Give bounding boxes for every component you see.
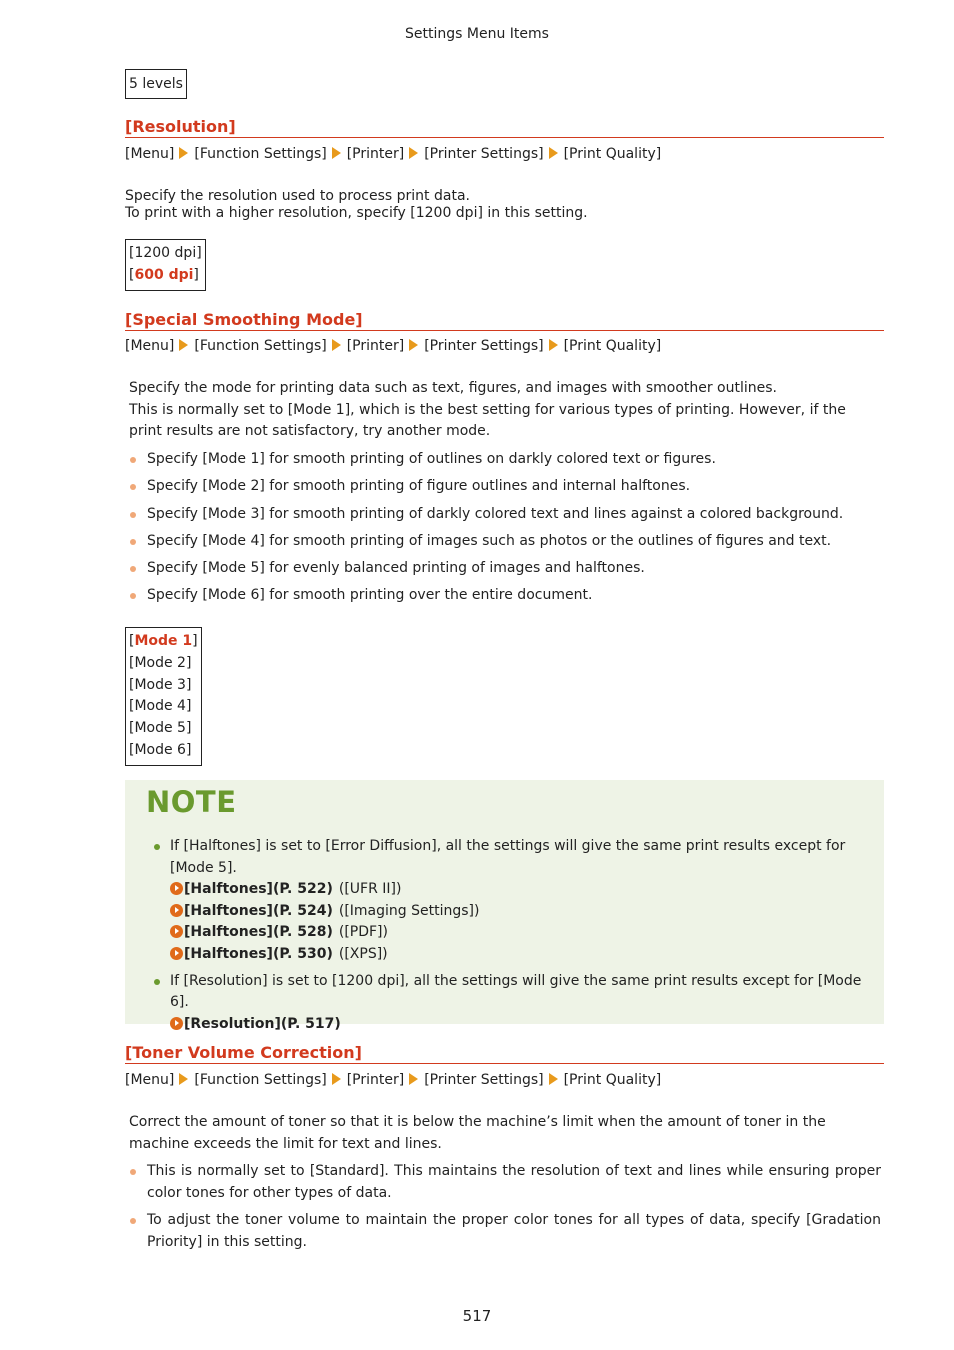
toner-description: Correct the amount of toner so that it is below the machine’s limit when the amount of toner in the machine exceeds the limit for text and lines.	[129, 1114, 826, 1152]
note-link-row	[170, 879, 872, 901]
smoothing-bullets	[129, 449, 881, 607]
note-link-row	[170, 944, 872, 966]
resolution-description	[125, 188, 588, 222]
bracket: [	[129, 633, 135, 649]
description-line: This is normally set to [Mode 1], which is the best setting for various types of printing. However, if the print results are not satisfactory, try another mode.	[129, 401, 846, 440]
note-item	[152, 971, 872, 1036]
list-item-text: Specify [Mode 2] for smooth printing of figure outlines and internal halftones.	[147, 478, 691, 495]
note-box	[125, 780, 884, 1032]
bullet-icon	[130, 566, 136, 572]
breadcrumb-item: [Function Settings]	[194, 1072, 327, 1088]
breadcrumb-item: [Printer]	[346, 146, 405, 162]
link-halftones-524[interactable]: [Halftones](P. 524)	[184, 902, 333, 919]
list-item	[129, 558, 881, 580]
breadcrumb-item: [Menu]	[125, 1072, 175, 1088]
option-mode: [Mode 4]	[129, 698, 192, 715]
resolution-options-box	[125, 239, 206, 291]
arrow-right-icon	[179, 147, 188, 159]
section-title-toner: [Toner Volume Correction]	[125, 1043, 884, 1064]
breadcrumb-item: [Print Quality]	[563, 146, 662, 162]
section-title-resolution: [Resolution]	[125, 117, 884, 138]
list-item-text: Specify [Mode 3] for smooth printing of darkly colored text and lines against a colored background.	[147, 505, 844, 522]
arrow-right-icon	[549, 1073, 558, 1085]
option-mode-1	[129, 631, 198, 653]
list-item	[129, 1161, 881, 1205]
breadcrumb-item: [Function Settings]	[194, 338, 327, 354]
link-context: ([PDF])	[338, 924, 388, 941]
link-arrow-icon	[170, 882, 183, 895]
note-text: If [Resolution] is set to [1200 dpi], all the settings will give the same print results except for [Mode 6].	[170, 972, 862, 1011]
page-header: Settings Menu Items	[405, 26, 549, 42]
link-arrow-icon	[170, 947, 183, 960]
link-arrow-icon	[170, 904, 183, 917]
breadcrumb-item: [Printer]	[346, 338, 405, 354]
list-item	[129, 504, 881, 526]
list-item	[129, 1210, 881, 1254]
breadcrumb-item: [Print Quality]	[563, 1072, 662, 1088]
link-resolution-517[interactable]: [Resolution](P. 517)	[184, 1015, 341, 1032]
breadcrumb-item: [Menu]	[125, 338, 175, 354]
breadcrumb-item: [Printer Settings]	[424, 1072, 544, 1088]
breadcrumb-item: [Printer Settings]	[424, 338, 544, 354]
list-item-text: To adjust the toner volume to maintain the proper color tones for all types of data, specify [Gradation Priority] in this setting.	[147, 1212, 881, 1250]
breadcrumb	[125, 338, 661, 354]
option-mode: [Mode 2]	[129, 654, 192, 671]
bracket: ]	[193, 266, 199, 283]
note-text: If [Halftones] is set to [Error Diffusion], all the settings will give the same print results except for [Mode 5].	[170, 838, 846, 876]
list-item-text: Specify [Mode 6] for smooth printing over the entire document.	[147, 587, 593, 604]
breadcrumb-item: [Print Quality]	[563, 338, 662, 354]
bullet-icon	[130, 484, 136, 490]
link-halftones-528[interactable]: [Halftones](P. 528)	[184, 924, 333, 941]
link-context: ([XPS])	[338, 945, 388, 962]
list-item	[129, 476, 881, 498]
note-list	[152, 836, 872, 1040]
link-context: ([Imaging Settings])	[338, 902, 480, 919]
breadcrumb	[125, 146, 661, 162]
bullet-icon	[130, 539, 136, 545]
link-halftones-530[interactable]: [Halftones](P. 530)	[184, 945, 333, 962]
option-mode: [Mode 6]	[129, 741, 192, 758]
list-item-text: Specify [Mode 4] for smooth printing of images such as photos or the outlines of figures and text.	[147, 532, 832, 549]
arrow-right-icon	[409, 1073, 418, 1085]
bullet-icon	[130, 593, 136, 599]
note-item	[152, 836, 872, 966]
list-item	[129, 531, 881, 553]
link-arrow-icon	[170, 1017, 183, 1030]
breadcrumb	[125, 1072, 661, 1088]
bracket: ]	[192, 633, 198, 649]
arrow-right-icon	[549, 339, 558, 351]
note-heading: NOTE	[146, 785, 237, 819]
note-link-row	[170, 1014, 872, 1036]
link-halftones-522[interactable]: [Halftones](P. 522)	[184, 881, 333, 898]
arrow-right-icon	[409, 147, 418, 159]
bracket: [	[129, 266, 135, 283]
bullet-icon	[154, 844, 160, 850]
default-value: 600 dpi	[134, 266, 194, 283]
bullet-icon	[130, 1218, 136, 1224]
list-item-text: Specify [Mode 5] for evenly balanced printing of images and halftones.	[147, 560, 645, 577]
breadcrumb-item: [Function Settings]	[194, 146, 327, 162]
list-item	[129, 585, 881, 607]
arrow-right-icon	[409, 339, 418, 351]
description-line: Specify the resolution used to process print data.	[125, 188, 470, 204]
arrow-right-icon	[332, 1073, 341, 1085]
arrow-right-icon	[179, 1073, 188, 1085]
list-item-text: Specify [Mode 1] for smooth printing of outlines on darkly colored text or figures.	[147, 451, 716, 467]
levels-box: 5 levels	[125, 69, 187, 99]
breadcrumb-item: [Menu]	[125, 146, 175, 162]
option-1200dpi: [1200 dpi]	[129, 245, 202, 261]
note-link-row	[170, 922, 872, 944]
bullet-icon	[130, 1169, 136, 1175]
arrow-right-icon	[549, 147, 558, 159]
bullet-icon	[130, 512, 136, 518]
list-item	[129, 449, 881, 471]
description-line: Specify the mode for printing data such as text, figures, and images with smoother outlines.	[129, 380, 777, 396]
description-line: To print with a higher resolution, specify [1200 dpi] in this setting.	[125, 205, 588, 221]
smoothing-options-box	[125, 627, 202, 766]
section-title-smoothing: [Special Smoothing Mode]	[125, 310, 884, 331]
default-value: Mode 1	[134, 633, 193, 649]
bullet-icon	[130, 457, 136, 463]
bullet-icon	[154, 979, 160, 985]
arrow-right-icon	[332, 147, 341, 159]
note-link-row	[170, 901, 872, 923]
arrow-right-icon	[179, 339, 188, 351]
option-mode: [Mode 5]	[129, 720, 192, 737]
option-600dpi	[129, 265, 202, 287]
breadcrumb-item: [Printer Settings]	[424, 146, 544, 162]
breadcrumb-item: [Printer]	[346, 1072, 405, 1088]
link-arrow-icon	[170, 925, 183, 938]
list-item-text: This is normally set to [Standard]. This maintains the resolution of text and lines while ensuring proper color tones for other types of data.	[147, 1163, 881, 1201]
page-number: 517	[462, 1307, 492, 1325]
link-context: ([UFR II])	[338, 881, 402, 898]
smoothing-description	[129, 378, 869, 443]
arrow-right-icon	[332, 339, 341, 351]
toner-bullets	[129, 1161, 881, 1254]
option-mode: [Mode 3]	[129, 676, 192, 693]
